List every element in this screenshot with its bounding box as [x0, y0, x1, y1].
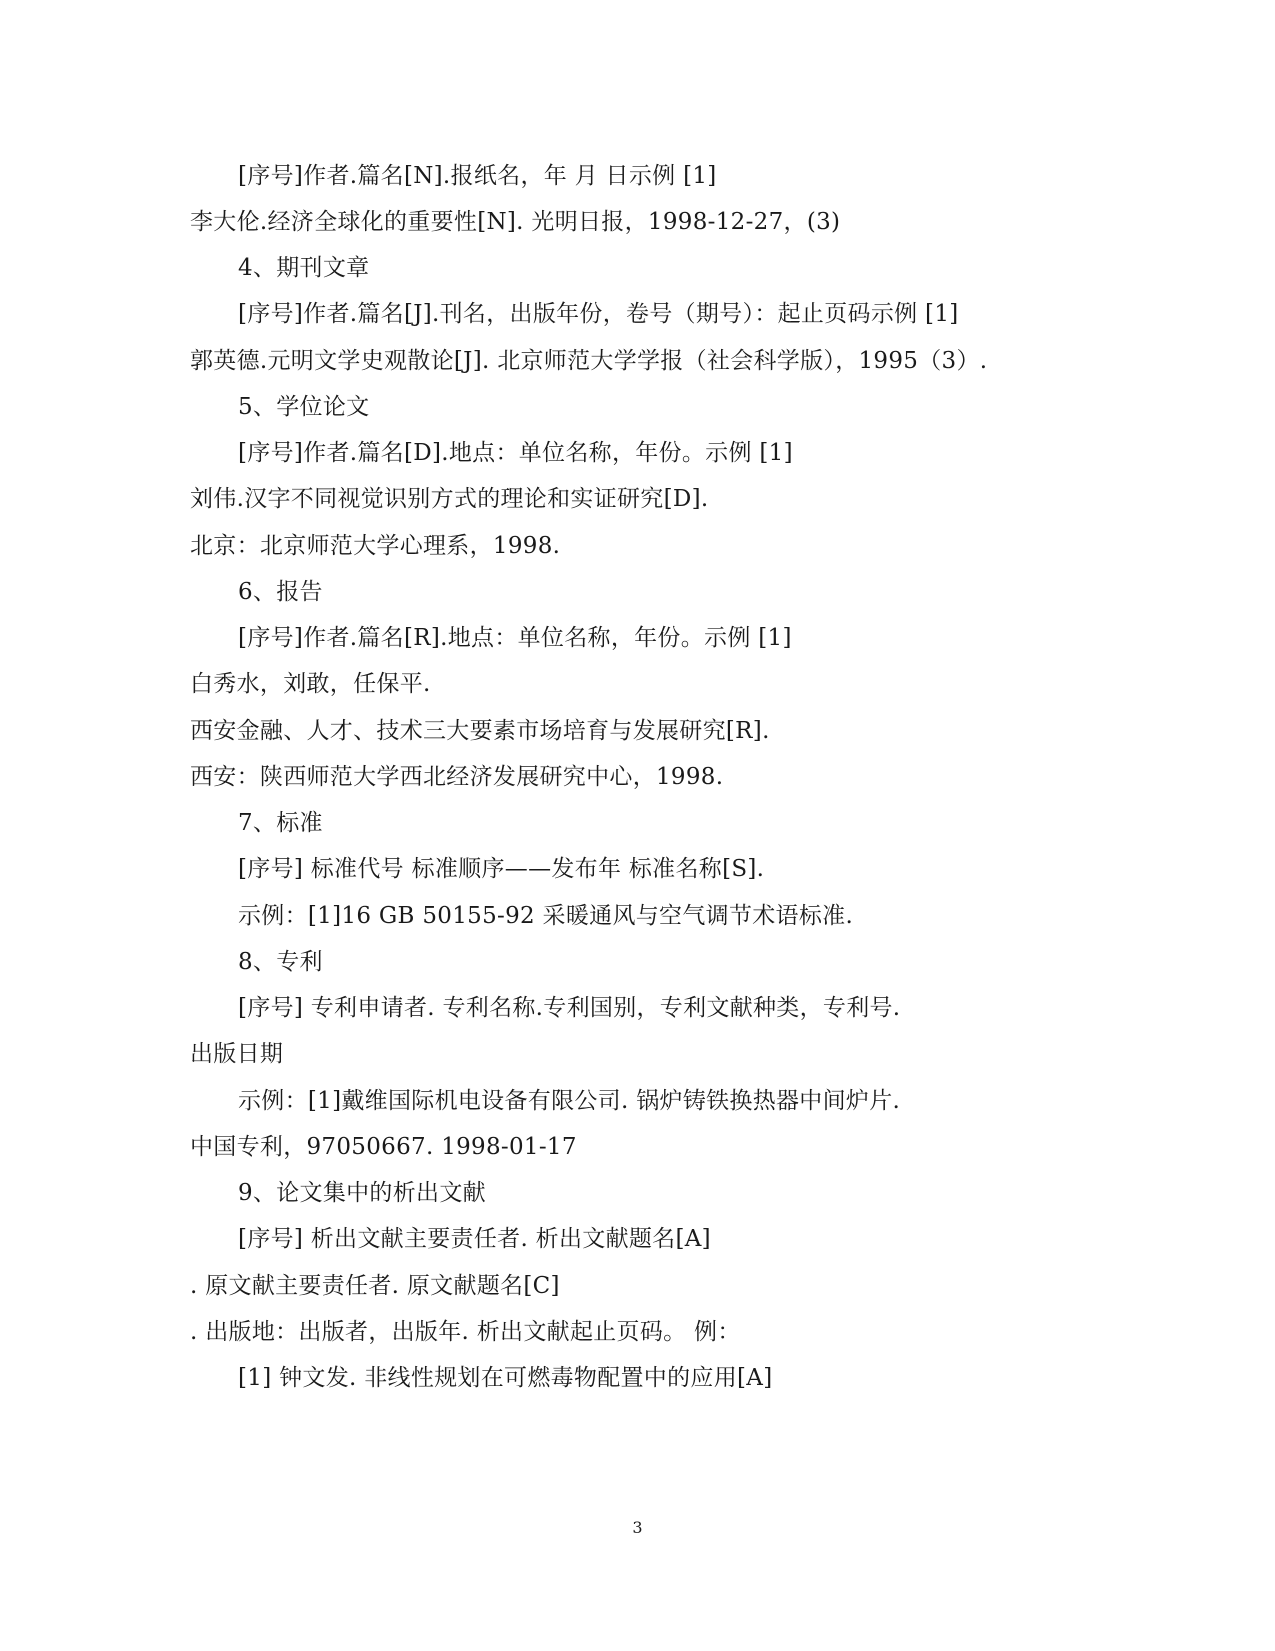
section-heading: 9、论文集中的析出文献 [238, 1180, 486, 1206]
text-line: 郭英德.元明文学史观散论[J]. 北京师范大学学报（社会科学版），1995（3）. [190, 348, 988, 374]
text-line: [序号]作者.篇名[J].刊名，出版年份，卷号（期号）：起止页码示例 [1] [238, 301, 959, 327]
text-line: [序号]作者.篇名[D].地点：单位名称，年份。示例 [1] [238, 440, 793, 466]
text-line: 刘伟.汉字不同视觉识别方式的理论和实证研究[D]. [190, 486, 709, 512]
section-heading: 7、标准 [238, 810, 323, 836]
text-line: [序号]作者.篇名[N].报纸名，年 月 日示例 [1] [238, 163, 717, 189]
text-line: 中国专利，97050667. 1998-01-17 [190, 1134, 577, 1160]
page-number: 3 [632, 1518, 643, 1537]
text-line: . 出版地：出版者，出版年. 析出文献起止页码。 例： [190, 1319, 741, 1345]
section-heading: 5、学位论文 [238, 394, 370, 420]
text-line: 出版日期 [190, 1041, 284, 1067]
text-line: [1] 钟文发. 非线性规划在可燃毒物配置中的应用[A] [238, 1365, 773, 1391]
text-line: [序号]作者.篇名[R].地点：单位名称，年份。示例 [1] [238, 625, 792, 651]
text-line: . 原文献主要责任者. 原文献题名[C] [190, 1273, 560, 1299]
text-line: 西安：陕西师范大学西北经济发展研究中心，1998. [190, 764, 724, 790]
text-line: 示例：[1]戴维国际机电设备有限公司. 锅炉铸铁换热器中间炉片. [238, 1088, 901, 1114]
text-line: 白秀水，刘敢，任保平. [190, 671, 431, 697]
text-line: [序号] 析出文献主要责任者. 析出文献题名[A] [238, 1226, 711, 1252]
section-heading: 6、报告 [238, 579, 323, 605]
text-line: [序号] 标准代号 标准顺序——发布年 标准名称[S]. [238, 856, 765, 882]
text-line: 李大伦.经济全球化的重要性[N]. 光明日报，1998-12-27，(3) [190, 209, 841, 235]
text-line: [序号] 专利申请者. 专利名称.专利国别，专利文献种类，专利号. [238, 995, 901, 1021]
text-line: 西安金融、人才、技术三大要素市场培育与发展研究[R]. [190, 718, 770, 744]
text-line: 示例：[1]16 GB 50155-92 采暖通风与空气调节术语标准. [238, 903, 854, 929]
text-line: 北京：北京师范大学心理系，1998. [190, 533, 561, 559]
section-heading: 4、期刊文章 [238, 255, 370, 281]
section-heading: 8、专利 [238, 949, 323, 975]
